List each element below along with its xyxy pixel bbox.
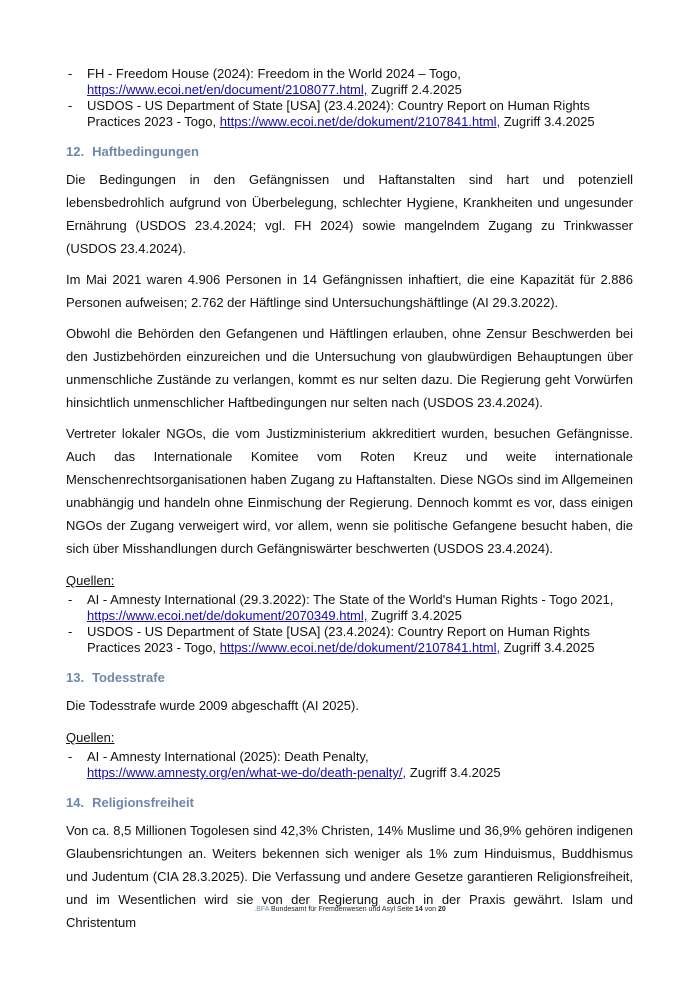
section-title: Religionsfreiheit [92,795,194,810]
paragraph: Die Todesstrafe wurde 2009 abgeschafft (AI 2025). [66,698,359,713]
reference-link[interactable]: https://www.amnesty.org/en/what-we-do/death-penalty/, [87,765,407,780]
sources-label: Quellen: [66,730,115,745]
footer-of: von [422,906,438,913]
reference-list [66,592,633,656]
reference-text: AI - Amnesty International (2025): Death Penalty, [87,749,369,764]
page-content [66,66,633,942]
top-reference-list [66,66,633,130]
reference-item [66,592,633,624]
section-title: Haftbedingungen [92,144,199,159]
reference-text: AI - Amnesty International (29.3.2022): The State of the World's Human Rights - Togo 2021, [87,592,614,607]
reference-text: FH - Freedom House (2024): Freedom in the World 2024 – Togo, [87,66,461,81]
reference-link[interactable]: https://www.ecoi.net/de/dokument/2107841.html, [219,640,501,655]
reference-access: Zugriff 2.4.2025 [367,82,462,97]
reference-text: USDOS - US Department of State [USA] (23.4.2024): Country Report on Human Rights Practices 2023 - Togo, [87,98,590,129]
reference-list [66,749,633,781]
page-number: 14 [414,906,423,913]
paragraph: Die Bedingungen in den Gefängnissen und Haftanstalten sind hart und potenziell lebensbedrohlich aufgrund von Überbelegung, schlechter Hygiene, Krankheiten und ungesunder Ernährung (USDOS 23.4.2024; vgl. FH 2024) sowie mangelndem Zugang zu Trinkwasser (USDOS 23.4.2024). [66,172,633,256]
reference-item [66,98,633,130]
section-heading-13 [66,670,633,686]
bfa-logo: .BFA [254,906,270,913]
section-title: Todesstrafe [92,670,165,685]
section-number: 14. [66,795,85,810]
sources-label: Quellen: [66,573,115,588]
reference-link[interactable]: https://www.ecoi.net/de/dokument/2107841.html, [219,114,501,129]
paragraph: Obwohl die Behörden den Gefangenen und Häftlingen erlauben, ohne Zensur Beschwerden bei den Justizbehörden einzureichen und die Untersuchung von glaubwürdigen Behauptungen über unmenschliche Zustände zu verlangen, kommt es nur selten dazu. Die Regierung geht Vorwürfen hinsichtlich unmenschlicher Haftbedingungen nur selten nach (USDOS 23.4.2024). [66,326,633,410]
reference-text: USDOS - US Department of State [USA] (23.4.2024): Country Report on Human Rights Practices 2023 - Togo, [87,624,590,655]
section-heading-12 [66,144,633,160]
reference-access: Zugriff 3.4.2025 [406,765,501,780]
reference-item [66,624,633,656]
paragraph: Im Mai 2021 waren 4.906 Personen in 14 Gefängnissen inhaftiert, die eine Kapazität für 2.886 Personen aufweisen; 2.762 der Häftlinge sind Untersuchungshäftlinge (AI 29.3.2022). [66,272,633,310]
page-footer [0,906,700,913]
reference-item [66,66,633,98]
paragraph: Vertreter lokaler NGOs, die vom Justizministerium akkreditiert wurden, besuchen Gefängnisse. Auch das Internationale Komitee vom Roten Kreuz und weite internationale Menschenrechtsorganisationen haben Zugang zu Haftanstalten. Diese NGOs sind im Allgemeinen unabhängig und handeln ohne Einmischung der Regierung. Dennoch kommt es vor, dass einigen NGOs der Zugang verweigert wird, vor allem, wenn sie politische Gefangene besucht haben, die sich über Misshandlungen durch Gefängniswärter beschwerten (USDOS 23.4.2024). [66,426,633,556]
reference-access: Zugriff 3.4.2025 [500,114,595,129]
footer-text: Bundesamt für Fremdenwesen und Asyl Seite [269,906,415,913]
section-number: 12. [66,144,85,159]
section-heading-14 [66,795,633,811]
reference-item [66,749,633,781]
reference-link[interactable]: https://www.ecoi.net/en/document/2108077.html, [87,82,368,97]
reference-access: Zugriff 3.4.2025 [500,640,595,655]
section-number: 13. [66,670,85,685]
reference-access: Zugriff 3.4.2025 [367,608,462,623]
paragraph: Von ca. 8,5 Millionen Togolesen sind 42,3% Christen, 14% Muslime und 36,9% gehören indigenen Glaubensrichtungen an. Weiters bekennen sich weniger als 1% zum Hinduismus, Buddhismus und Judentum (CIA 28.3.2025). Die Verfassung und andere Gesetze garantieren Religionsfreiheit, und im Wesentlichen wird sie von der Regierung auch in der Praxis gewährt. Islam und Christentum [66,823,633,930]
reference-link[interactable]: https://www.ecoi.net/de/dokument/2070349.html, [87,608,368,623]
page-total: 20 [437,906,446,913]
